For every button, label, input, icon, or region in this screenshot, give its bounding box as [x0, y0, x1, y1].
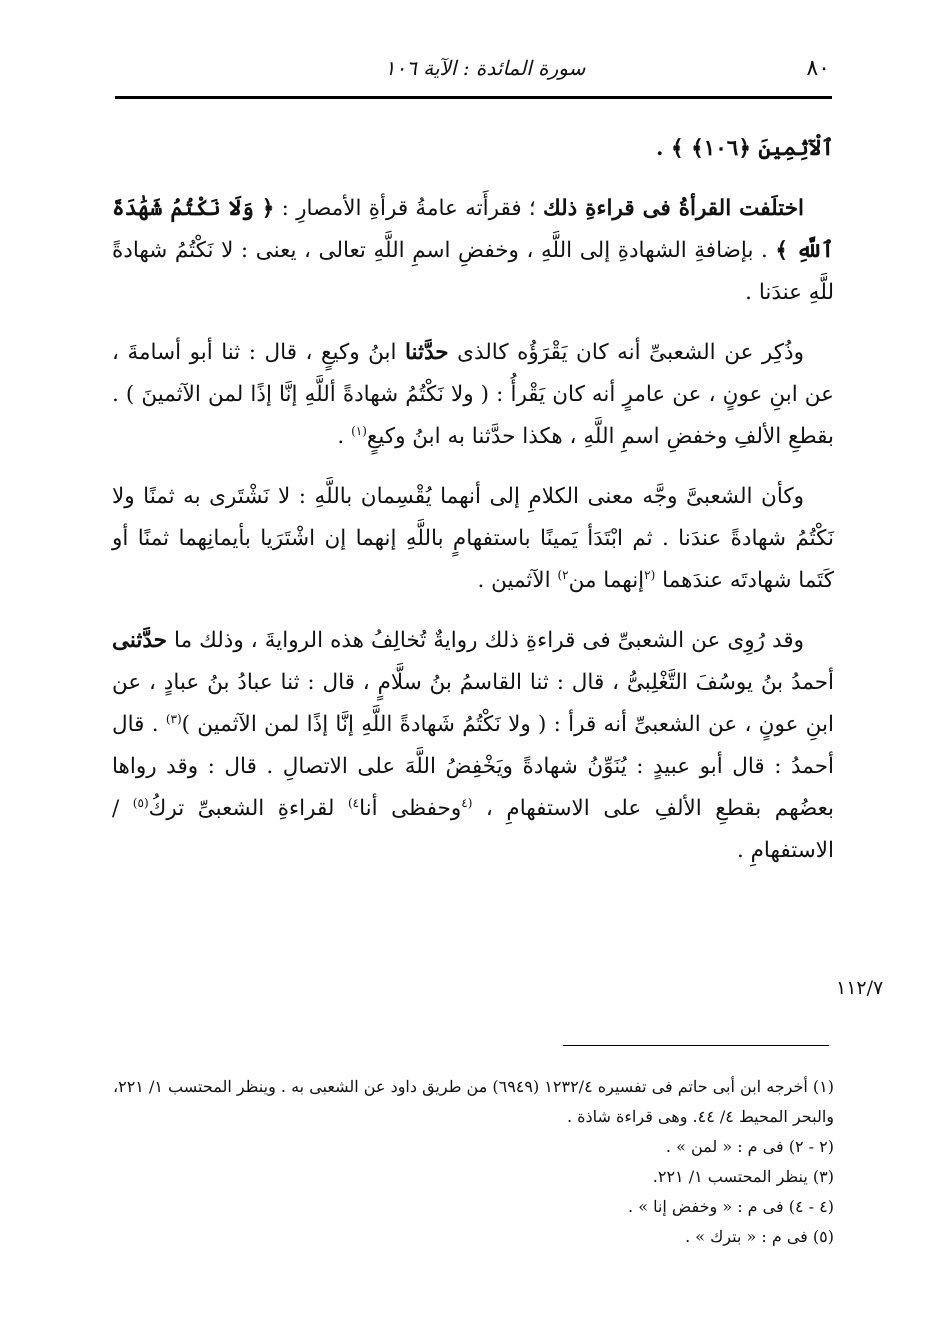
text: ؛ فقرأَته عامةُ قرأةِ الأمصارِ :	[274, 196, 543, 221]
footnote-ref: (٥)	[132, 795, 149, 810]
text: / الاستفهامِ .	[112, 796, 834, 863]
running-title: سورة المائدة : الآية ١٠٦	[384, 56, 586, 80]
footnote-ref: (٢	[644, 567, 656, 582]
footnote-rule	[563, 1045, 829, 1046]
header-rule	[115, 96, 832, 99]
paragraph-2	[112, 332, 834, 458]
paragraph-3	[112, 476, 834, 602]
footnote: (٢ - ٢) فى م : « لمن » .	[665, 1137, 834, 1156]
footnote: (٣) ينظر المحتسب ١/ ٢٢١.	[652, 1167, 834, 1186]
footnote-ref: ٤)	[347, 795, 360, 810]
footnotes	[112, 1072, 834, 1252]
main-text	[112, 128, 834, 890]
footnote: (٤ - ٤) فى م : « وخفض إنا » .	[628, 1197, 834, 1216]
footnote: (٥) فى م : « بترك » .	[685, 1227, 834, 1246]
text: وذُكِر عن الشعبىِّ أنه كان يَقْرَؤُه كالذى	[448, 340, 804, 365]
verse-end-line	[112, 128, 834, 170]
hadith-marker: حدَّثنى	[112, 628, 167, 653]
quran-quote: ﴿ وَلَا نَكْتُمُ شَهَٰدَةَ ٱللَّهِ ﴾	[112, 196, 834, 263]
text: الآثمين .	[477, 568, 558, 593]
bold-lead: اختلَفت القرأةُ فى قراءةِ ذلك	[543, 196, 804, 221]
page-number: ٨٠	[806, 56, 830, 81]
footnote-ref: ٢)	[557, 567, 569, 582]
text: . بإضافةِ الشهادةِ إلى اللَّهِ ، وخفضِ اسمِ اللَّهِ تعالى ، يعنى : لا نَكْتُمُ شهادةً للَّهِ عندَنا .	[112, 238, 834, 305]
text: . قال أحمدُ : قال أبو عبيدٍ : يُنَوِّنُ شهادةً ويَخْفِضُ اللَّهَ على الاتصالِ . قال : وقد رواها بعضُهم بقطعِ الألفِ على الاستفهامِ ،	[112, 712, 834, 821]
paragraph-4	[112, 620, 834, 872]
text: أحمدُ بنُ يوسُفَ التَّغْلِبىُّ ، قال : ثنا القاسمُ بنُ سلَّامٍ ، قال : ثنا عبادُ بنُ عبادٍ ، عن ابنِ عونٍ ، عن الشعبىِّ أنه قرأ : ( ولا نَكْتُمُ شَهادةً اللَّهِ إنَّا إذًا لمن الآثمين )	[112, 670, 834, 737]
footnote-ref: (٤	[461, 795, 473, 810]
margin-page-reference: ١١٢/٧	[836, 977, 884, 999]
text: .	[337, 424, 352, 449]
hadith-marker: حدَّثنا	[404, 340, 449, 365]
footnote-ref: (١)	[351, 423, 367, 438]
verse-fragment: ٱلْآثِمِينَ ﴿١٠٦﴾ ﴾ .	[656, 136, 834, 161]
text: لقراءةِ الشعبىِّ تركُ	[148, 796, 348, 821]
footnote: (١) أخرجه ابن أبى حاتم فى تفسيره ١٢٣٢/٤ (٦٩٤٩) من طريق داود عن الشعبى به . وينظر المحتسب ١/ ٢٢١، والبحر المحيط ٤/ ٤٤. وهى قراءة شاذة .	[112, 1077, 834, 1126]
text: ابنُ وكيعٍ ، قال : ثنا أبو أسامةَ ، عن ابنِ عونٍ ، عن عامرٍ أنه كان يَقْرأُ : ( ولا نَكْتُمُ شهادةً أللَّهِ إنَّا إذًا لمن الآثمينَ ) . بقطعِ الألفِ وخفضِ اسمِ اللَّهِ ، هكذا حدَّثنا به ابنُ وكيعٍ	[112, 340, 834, 449]
paragraph-1	[112, 188, 834, 314]
footnote-ref: (٣)	[165, 711, 182, 726]
text: وحفظى أنا	[359, 796, 462, 821]
text: وكأن الشعبىَّ وجَّه معنى الكلامِ إلى أنهما يُقْسِمان باللَّهِ : لا نَشْتَرى به ثمنًا ولا نَكْتُمُ شهادةً عندَنا . ثم ابْتَدَأ يَمينًا باستفهامٍ باللَّهِ إنهما إن اشْتَرَيا بأيمانِهما ثمنًا أو كَتَما شهادتَه عندَهما	[112, 484, 834, 593]
text: وقد رُوِى عن الشعبىِّ فى قراءةِ ذلك روايةٌ تُخالِفُ هذه الروايةَ ، وذلك ما	[166, 628, 804, 653]
text: إنهما من	[568, 568, 645, 593]
